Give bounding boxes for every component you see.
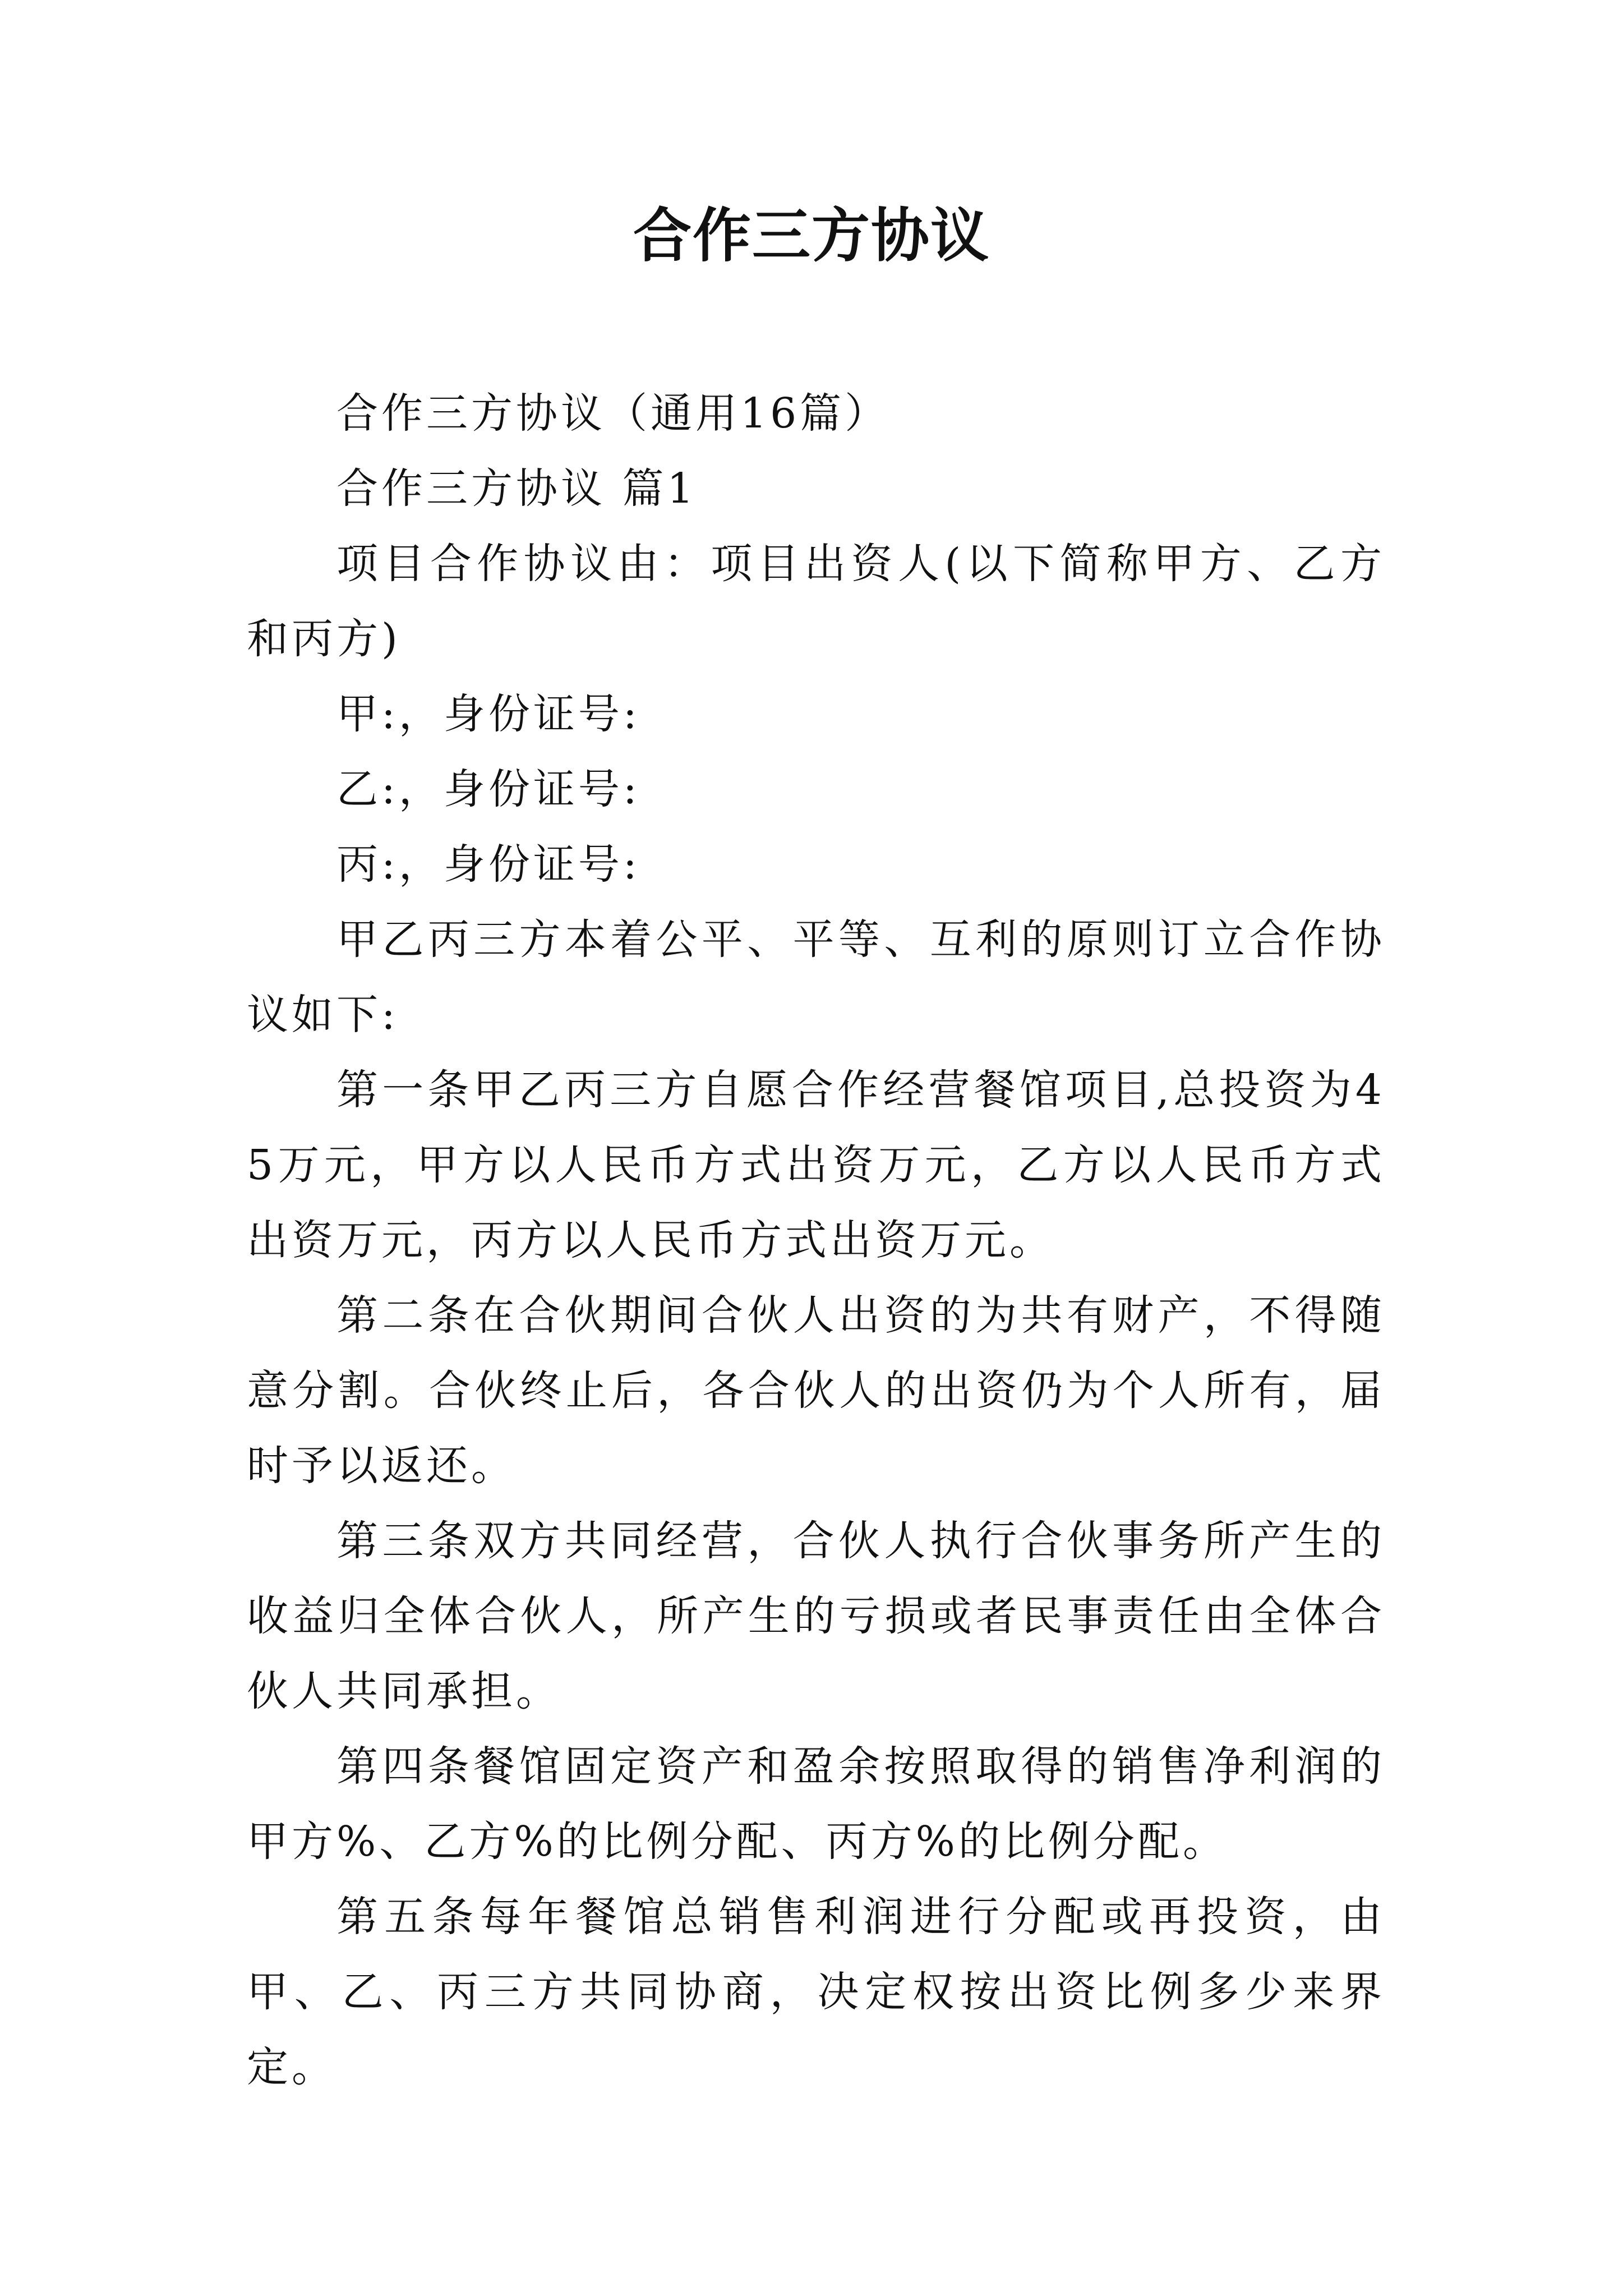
paragraph-article-4: 第四条餐馆固定资产和盈余按照取得的销售净利润的甲方%、乙方%的比例分配、丙方%的比例分配。	[247, 1742, 1385, 1866]
paragraph-article-3: 第三条双方共同经营，合伙人执行合伙事务所产生的收益归全体合伙人，所产生的亏损或者民事责任由全体合伙人共同承担。	[247, 1517, 1385, 1715]
paragraph-intro: 项目合作协议由：项目出资人(以下简称甲方、乙方和丙方)	[247, 540, 1385, 663]
paragraph-party-b: 乙:，身份证号:	[336, 765, 640, 813]
document-body	[247, 376, 1385, 2105]
paragraph-section-heading: 合作三方协议 篇1	[336, 464, 697, 513]
paragraph-party-c: 丙:，身份证号:	[336, 840, 640, 889]
paragraph-article-2: 第二条在合伙期间合伙人出资的为共有财产，不得随意分割。合伙终止后，各合伙人的出资仍为个人所有，届时予以返还。	[247, 1291, 1385, 1490]
document-title: 合作三方协议	[633, 201, 990, 270]
paragraph-article-1: 第一条甲乙丙三方自愿合作经营餐馆项目,总投资为45万元，甲方以人民币方式出资万元，乙方以人民币方式出资万元，丙方以人民币方式出资万元。	[247, 1066, 1385, 1264]
paragraph-principle: 甲乙丙三方本着公平、平等、互利的原则订立合作协议如下:	[247, 915, 1385, 1039]
paragraph-subtitle: 合作三方协议（通用16篇）	[336, 389, 890, 438]
paragraph-article-5: 第五条每年餐馆总销售利润进行分配或再投资，由甲、乙、丙三方共同协商，决定权按出资比例多少来界定。	[247, 1893, 1385, 2091]
paragraph-party-a: 甲:，身份证号:	[336, 690, 640, 738]
